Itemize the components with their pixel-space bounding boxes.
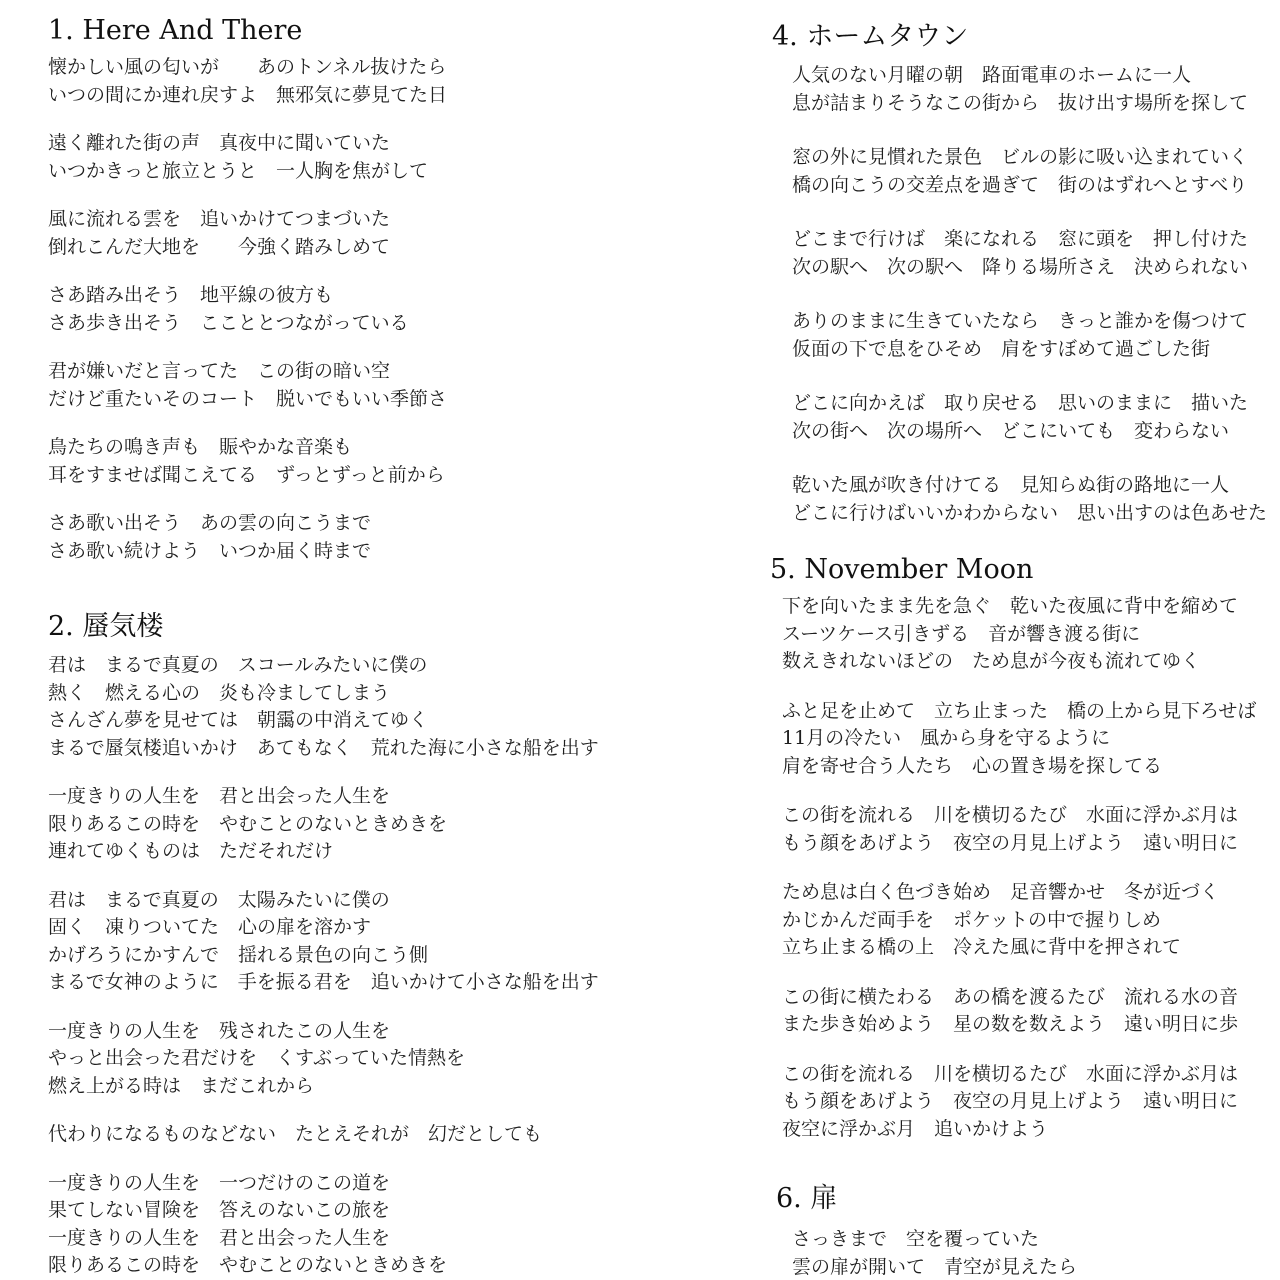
song-november-moon [770,555,1256,1165]
stanza [48,1121,599,1149]
stanza [48,652,599,762]
stanza [48,783,599,866]
lyric-line: 限りあるこの時を やむことのないときめきを [48,812,448,835]
lyric-line: やっと出会った君だけを くすぶっていた情熱を [48,1047,466,1069]
lyric-line: 燃え上がる時は まだこれから [48,1074,315,1097]
song-lyrics [48,652,599,1280]
lyric-line: さあ歌い出そう あの雲の向こうまで [48,512,372,534]
lyric-line: 人気のない月曜の朝 路面電車のホームに一人 [792,64,1192,86]
stanza [48,282,447,337]
lyric-line: ありのままに生きていたなら きっと誰かを傷つけて [792,310,1249,332]
lyric-line: 肩を寄せ合う人たち 心の置き場を探してる [782,754,1163,777]
song-lyrics [48,54,447,565]
lyric-line: 次の駅へ 次の駅へ 降りる場所さえ 決められない [792,255,1249,278]
stanza [48,358,447,413]
lyric-line: かじかんだ両手を ポケットの中で握りしめ [782,908,1162,931]
stanza [48,1018,599,1101]
lyric-line: 耳をすませば聞こえてる ずっとずっと前から [48,463,445,486]
lyric-line: 橋の向こうの交差点を過ぎて 街のはずれへとすべり [792,173,1248,196]
song-lyrics [770,593,1256,1143]
song-lyrics [776,1226,1077,1280]
lyric-line: 一度きりの人生を 残されたこの人生を [48,1019,391,1042]
song-title: 1. Here And There [48,15,303,46]
lyric-line: 懐かしい風の匂いが あのトンネル抜けたら [48,56,447,78]
song-tobira [776,1184,1077,1280]
lyric-line: もう顔をあげよう 夜空の月見上げよう 遠い明日に [782,831,1239,854]
stanza [792,308,1267,363]
lyric-line: 立ち止まる橋の上 冷えた風に背中を押されて [782,936,1182,958]
lyric-line: 窓の外に見慣れた景色 ビルの影に吸い込まれていく [792,146,1249,168]
lyric-line: 次の街へ 次の場所へ どこにいても 変わらない [792,419,1230,442]
song-shinkiro [48,612,599,1280]
lyric-line: 限りあるこの時を やむことのないときめきを [48,1254,448,1276]
lyric-line: だけど重たいそのコート 脱いでもいい季節さ [48,387,448,410]
lyric-line: 倒れこんだ大地を 今強く踏みしめて [48,235,391,258]
song-here-and-there [48,16,447,586]
lyric-line: 数えきれないほどの ため息が今夜も流れてゆく [782,650,1201,672]
lyric-line: 連れてゆくものは ただそれだけ [48,840,334,862]
lyric-line: 息が詰まりそうなこの街から 抜け出す場所を探して [792,91,1249,114]
lyric-line: いつかきっと旅立とうと 一人胸を焦がして [48,159,429,182]
stanza [782,698,1256,781]
lyric-line: 一度きりの人生を 君と出会った人生を [48,1226,391,1249]
lyric-line: ため息は白く色づき始め 足音響かせ 冬が近づく [782,881,1220,903]
lyric-line: まるで女神のように 手を振る君を 追いかけて小さな船を出す [48,971,599,993]
stanza [792,144,1267,199]
lyric-line: さっきまで 空を覆っていた [792,1228,1040,1250]
stanza [48,54,447,109]
stanza [48,130,447,185]
lyric-line: 果てしない冒険を 答えのないこの旅を [48,1199,391,1221]
lyric-line: 一度きりの人生を 一つだけのこの道を [48,1171,391,1194]
lyric-line: ふと足を止めて 立ち止まった 橋の上から見下ろせば [782,699,1257,722]
lyric-line: この街に横たわる あの橋を渡るたび 流れる水の音 [782,985,1239,1008]
lyric-line: また歩き始めよう 星の数を数えよう 遠い明日に歩 [782,1013,1239,1035]
lyric-line: 代わりになるものなどない たとえそれが 幻だとしても [48,1123,543,1145]
song-lyrics [772,62,1267,527]
lyric-line: どこまで行けば 楽になれる 窓に頭を 押し付けた [792,228,1249,250]
lyric-line: 夜空に浮かぶ月 追いかけよう [782,1117,1049,1140]
lyric-line: どこに向かえば 取り戻せる 思いのままに 描いた [792,392,1249,414]
lyric-line: どこに行けばいいかわからない 思い出すのは色あせた [792,501,1268,524]
stanza [48,887,599,997]
song-title: 4. ホームタウン [772,21,969,52]
lyric-line: さあ歩き出そう ここととつながっている [48,311,409,334]
stanza [48,1170,599,1280]
stanza [782,984,1256,1039]
lyric-line: 乾いた風が吹き付けてる 見知らぬ街の路地に一人 [792,474,1230,496]
lyric-line: この街を流れる 川を横切るたび 水面に浮かぶ月は [782,804,1239,826]
lyric-line: 遠く離れた街の声 真夜中に聞いていた [48,132,391,154]
stanza [792,1226,1077,1280]
lyric-line: 君が嫌いだと言ってた この街の暗い空 [48,360,391,382]
lyric-line: かげろうにかすんで 揺れる景色の向こう側 [48,943,429,966]
lyric-line: まるで蜃気楼追いかけ あてもなく 荒れた海に小さな船を出す [48,736,599,759]
lyric-line: もう顔をあげよう 夜空の月見上げよう 遠い明日に [782,1090,1239,1112]
lyric-line: 一度きりの人生を 君と出会った人生を [48,785,391,807]
lyric-line: 11月の冷たい 風から身を守るように [782,727,1111,749]
stanza [792,390,1267,445]
lyric-line: さんざん夢を見せては 朝靄の中消えてゆく [48,709,429,731]
stanza [48,434,447,489]
lyric-line: 仮面の下で息をひそめ 肩をすぼめて過ごした街 [792,337,1211,360]
lyric-line: 下を向いたまま先を急ぐ 乾いた夜風に背中を縮めて [782,595,1239,617]
song-title: 2. 蜃気楼 [48,611,164,642]
song-hometown [772,22,1267,554]
stanza [48,206,447,261]
stanza [782,593,1256,676]
lyric-line: 固く 凍りついてた 心の扉を溶かす [48,916,372,938]
lyric-line: 君は まるで真夏の スコールみたいに僕の [48,654,428,676]
lyric-line: さあ歌い続けよう いつか届く時まで [48,539,372,562]
song-title: 6. 扉 [776,1183,838,1214]
lyric-line: 熱く 燃える心の 炎も冷ましてしまう [48,681,391,704]
lyric-line: 鳥たちの鳴き声も 賑やかな音楽も [48,436,353,458]
stanza [792,226,1267,281]
lyric-line: スーツケース引きずる 音が響き渡る街に [782,622,1141,645]
stanza [792,62,1267,117]
stanza [48,510,447,565]
lyric-line: 風に流れる雲を 追いかけてつまづいた [48,208,391,230]
stanza [792,472,1267,527]
lyric-line: さあ踏み出そう 地平線の彼方も [48,284,334,306]
stanza [782,879,1256,962]
lyric-line: 雲の扉が開いて 青空が見えたら [792,1255,1078,1278]
lyric-line: 君は まるで真夏の 太陽みたいに僕の [48,888,390,911]
lyric-line: いつの間にか連れ戻すよ 無邪気に夢見てた日 [48,83,448,106]
song-title: 5. November Moon [770,554,1034,585]
stanza [782,802,1256,857]
lyric-line: この街を流れる 川を横切るたび 水面に浮かぶ月は [782,1062,1239,1085]
stanza [782,1061,1256,1144]
